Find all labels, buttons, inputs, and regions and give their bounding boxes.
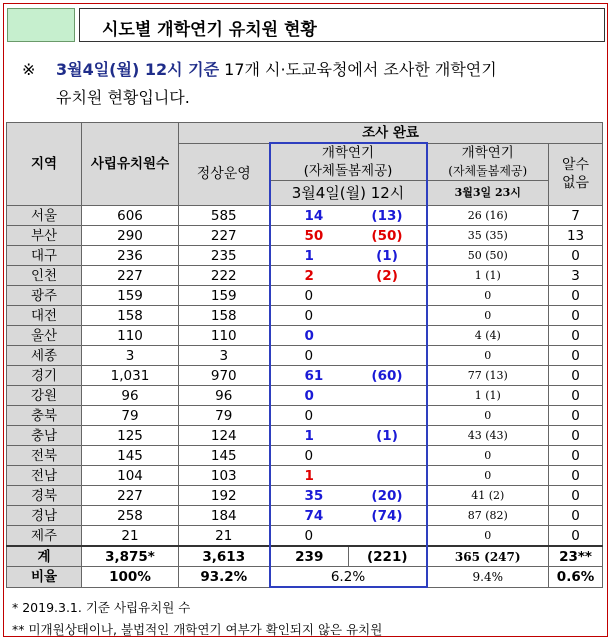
footnote-1: * 2019.3.1. 기준 사립유치원 수 bbox=[12, 600, 191, 615]
header-delay-a-sub: (자체돌봄제공) bbox=[270, 162, 427, 181]
region-cell: 대구 bbox=[7, 246, 82, 266]
unknown-cell: 0 bbox=[549, 466, 603, 486]
table-row bbox=[7, 346, 603, 366]
normal-cell: 235 bbox=[179, 246, 270, 266]
normal-cell: 145 bbox=[179, 446, 270, 466]
care-cell bbox=[349, 326, 427, 346]
private-count-cell: 110 bbox=[82, 326, 179, 346]
normal-cell: 79 bbox=[179, 406, 270, 426]
prev-delay-cell: 1 (1) bbox=[427, 386, 549, 406]
normal-cell: 585 bbox=[179, 206, 270, 226]
normal-cell: 110 bbox=[179, 326, 270, 346]
delay-cell: 1 bbox=[270, 426, 349, 446]
normal-cell: 3 bbox=[179, 346, 270, 366]
total-care: (221) bbox=[349, 546, 427, 567]
normal-cell: 21 bbox=[179, 526, 270, 547]
footnote-2: ** 미개원상태이나, 불법적인 개학연기 여부가 확인되지 않은 유치원 bbox=[12, 622, 383, 637]
table-row bbox=[7, 286, 603, 306]
table-body bbox=[7, 206, 603, 547]
unknown-cell: 0 bbox=[549, 286, 603, 306]
table-row bbox=[7, 426, 603, 446]
header-delay-a: 개학연기 bbox=[270, 143, 427, 162]
normal-cell: 103 bbox=[179, 466, 270, 486]
region-cell: 제주 bbox=[7, 526, 82, 547]
unknown-cell: 13 bbox=[549, 226, 603, 246]
total-normal: 3,613 bbox=[179, 546, 270, 567]
unknown-cell: 0 bbox=[549, 246, 603, 266]
delay-cell: 14 bbox=[270, 206, 349, 226]
title-color-tag bbox=[7, 8, 75, 42]
private-count-cell: 258 bbox=[82, 506, 179, 526]
prev-delay-cell: 0 bbox=[427, 286, 549, 306]
prev-delay-cell: 87 (82) bbox=[427, 506, 549, 526]
region-cell: 대전 bbox=[7, 306, 82, 326]
normal-cell: 970 bbox=[179, 366, 270, 386]
header-survey-done: 조사 완료 bbox=[179, 123, 603, 144]
care-cell: (60) bbox=[349, 366, 427, 386]
header-region: 지역 bbox=[7, 123, 82, 206]
private-count-cell: 125 bbox=[82, 426, 179, 446]
normal-cell: 222 bbox=[179, 266, 270, 286]
table-row bbox=[7, 386, 603, 406]
prev-delay-cell: 77 (13) bbox=[427, 366, 549, 386]
summary-note bbox=[22, 56, 602, 112]
prev-delay-cell: 1 (1) bbox=[427, 266, 549, 286]
total-prev: 365 (247) bbox=[427, 546, 549, 567]
table-row bbox=[7, 486, 603, 506]
normal-cell: 158 bbox=[179, 306, 270, 326]
care-cell bbox=[349, 286, 427, 306]
care-cell bbox=[349, 466, 427, 486]
delay-cell: 0 bbox=[270, 526, 349, 547]
delay-cell: 0 bbox=[270, 386, 349, 406]
header-unknown-line2: 없음 bbox=[562, 175, 590, 192]
private-count-cell: 159 bbox=[82, 286, 179, 306]
private-count-cell: 227 bbox=[82, 486, 179, 506]
unknown-cell: 0 bbox=[549, 306, 603, 326]
ratio-delay: 6.2% bbox=[270, 567, 427, 588]
ratio-prev: 9.4% bbox=[427, 567, 549, 588]
care-cell bbox=[349, 346, 427, 366]
ratio-label: 비율 bbox=[7, 567, 82, 588]
prev-delay-cell: 4 (4) bbox=[427, 326, 549, 346]
table-row bbox=[7, 526, 603, 547]
total-delay: 239 bbox=[270, 546, 349, 567]
ratio-row bbox=[7, 567, 603, 588]
table-row bbox=[7, 326, 603, 346]
total-label: 계 bbox=[7, 546, 82, 567]
table-row bbox=[7, 446, 603, 466]
region-cell: 경북 bbox=[7, 486, 82, 506]
care-cell bbox=[349, 386, 427, 406]
table-row bbox=[7, 466, 603, 486]
private-count-cell: 96 bbox=[82, 386, 179, 406]
note-text-1: 17개 시·도교육청에서 조사한 개학연기 bbox=[224, 60, 497, 79]
normal-cell: 227 bbox=[179, 226, 270, 246]
prev-delay-cell: 0 bbox=[427, 346, 549, 366]
delay-cell: 0 bbox=[270, 286, 349, 306]
private-count-cell: 1,031 bbox=[82, 366, 179, 386]
private-count-cell: 104 bbox=[82, 466, 179, 486]
header-delay-b: 개학연기 bbox=[427, 143, 549, 162]
care-cell: (50) bbox=[349, 226, 427, 246]
normal-cell: 96 bbox=[179, 386, 270, 406]
unknown-cell: 0 bbox=[549, 386, 603, 406]
prev-delay-cell: 0 bbox=[427, 446, 549, 466]
private-count-cell: 227 bbox=[82, 266, 179, 286]
private-count-cell: 158 bbox=[82, 306, 179, 326]
prev-delay-cell: 26 (16) bbox=[427, 206, 549, 226]
care-cell: (20) bbox=[349, 486, 427, 506]
care-cell bbox=[349, 526, 427, 547]
region-cell: 서울 bbox=[7, 206, 82, 226]
ratio-unknown: 0.6% bbox=[549, 567, 603, 588]
region-cell: 광주 bbox=[7, 286, 82, 306]
prev-delay-cell: 50 (50) bbox=[427, 246, 549, 266]
table-row bbox=[7, 226, 603, 246]
header-unknown bbox=[549, 143, 603, 206]
table-row bbox=[7, 306, 603, 326]
region-cell: 울산 bbox=[7, 326, 82, 346]
title-text: 시도별 개학연기 유치원 현황 bbox=[102, 20, 317, 40]
care-cell bbox=[349, 406, 427, 426]
unknown-cell: 0 bbox=[549, 446, 603, 466]
private-count-cell: 606 bbox=[82, 206, 179, 226]
private-count-cell: 3 bbox=[82, 346, 179, 366]
header-delay-b-date: 3월3일 23시 bbox=[427, 181, 549, 206]
prev-delay-cell: 0 bbox=[427, 406, 549, 426]
table-row bbox=[7, 506, 603, 526]
prev-delay-cell: 0 bbox=[427, 306, 549, 326]
care-cell bbox=[349, 306, 427, 326]
normal-cell: 159 bbox=[179, 286, 270, 306]
region-cell: 경남 bbox=[7, 506, 82, 526]
total-row bbox=[7, 546, 603, 567]
normal-cell: 192 bbox=[179, 486, 270, 506]
total-count: 3,875* bbox=[82, 546, 179, 567]
region-cell: 전남 bbox=[7, 466, 82, 486]
care-cell: (2) bbox=[349, 266, 427, 286]
delay-cell: 0 bbox=[270, 446, 349, 466]
care-cell: (1) bbox=[349, 426, 427, 446]
kindergarten-status-table bbox=[6, 122, 603, 588]
delay-cell: 0 bbox=[270, 306, 349, 326]
region-cell: 인천 bbox=[7, 266, 82, 286]
table-row bbox=[7, 246, 603, 266]
header-unknown-line1: 알수 bbox=[562, 157, 590, 174]
unknown-cell: 0 bbox=[549, 506, 603, 526]
region-cell: 충북 bbox=[7, 406, 82, 426]
ratio-normal: 93.2% bbox=[179, 567, 270, 588]
region-cell: 전북 bbox=[7, 446, 82, 466]
normal-cell: 184 bbox=[179, 506, 270, 526]
unknown-cell: 0 bbox=[549, 486, 603, 506]
care-cell: (1) bbox=[349, 246, 427, 266]
delay-cell: 50 bbox=[270, 226, 349, 246]
prev-delay-cell: 35 (35) bbox=[427, 226, 549, 246]
unknown-cell: 3 bbox=[549, 266, 603, 286]
delay-cell: 61 bbox=[270, 366, 349, 386]
region-cell: 충남 bbox=[7, 426, 82, 446]
total-unknown: 23** bbox=[549, 546, 603, 567]
header-delay-a-date: 3월4일(월) 12시 bbox=[270, 181, 427, 206]
note-highlight: 3월4일(월) 12시 기준 bbox=[56, 60, 220, 79]
care-cell: (74) bbox=[349, 506, 427, 526]
header-normal: 정상운영 bbox=[179, 143, 270, 206]
delay-cell: 1 bbox=[270, 466, 349, 486]
table-row bbox=[7, 206, 603, 226]
header-delay-b-sub: (자체돌봄제공) bbox=[427, 162, 549, 181]
region-cell: 부산 bbox=[7, 226, 82, 246]
care-cell bbox=[349, 446, 427, 466]
delay-cell: 0 bbox=[270, 346, 349, 366]
table-row bbox=[7, 266, 603, 286]
delay-cell: 0 bbox=[270, 406, 349, 426]
normal-cell: 124 bbox=[179, 426, 270, 446]
note-mark: ※ bbox=[22, 60, 36, 79]
delay-cell: 0 bbox=[270, 326, 349, 346]
private-count-cell: 290 bbox=[82, 226, 179, 246]
prev-delay-cell: 0 bbox=[427, 526, 549, 547]
header-private-count: 사립유치원수 bbox=[82, 123, 179, 206]
unknown-cell: 0 bbox=[549, 326, 603, 346]
private-count-cell: 21 bbox=[82, 526, 179, 547]
private-count-cell: 145 bbox=[82, 446, 179, 466]
unknown-cell: 7 bbox=[549, 206, 603, 226]
unknown-cell: 0 bbox=[549, 366, 603, 386]
unknown-cell: 0 bbox=[549, 426, 603, 446]
delay-cell: 2 bbox=[270, 266, 349, 286]
page-title bbox=[79, 8, 605, 42]
prev-delay-cell: 0 bbox=[427, 466, 549, 486]
region-cell: 세종 bbox=[7, 346, 82, 366]
table-row bbox=[7, 366, 603, 386]
delay-cell: 1 bbox=[270, 246, 349, 266]
prev-delay-cell: 41 (2) bbox=[427, 486, 549, 506]
ratio-count: 100% bbox=[82, 567, 179, 588]
footnotes bbox=[12, 597, 382, 641]
prev-delay-cell: 43 (43) bbox=[427, 426, 549, 446]
delay-cell: 35 bbox=[270, 486, 349, 506]
unknown-cell: 0 bbox=[549, 526, 603, 547]
note-text-2: 유치원 현황입니다. bbox=[56, 88, 190, 107]
unknown-cell: 0 bbox=[549, 346, 603, 366]
table-row bbox=[7, 406, 603, 426]
private-count-cell: 79 bbox=[82, 406, 179, 426]
region-cell: 강원 bbox=[7, 386, 82, 406]
private-count-cell: 236 bbox=[82, 246, 179, 266]
delay-cell: 74 bbox=[270, 506, 349, 526]
unknown-cell: 0 bbox=[549, 406, 603, 426]
region-cell: 경기 bbox=[7, 366, 82, 386]
care-cell: (13) bbox=[349, 206, 427, 226]
